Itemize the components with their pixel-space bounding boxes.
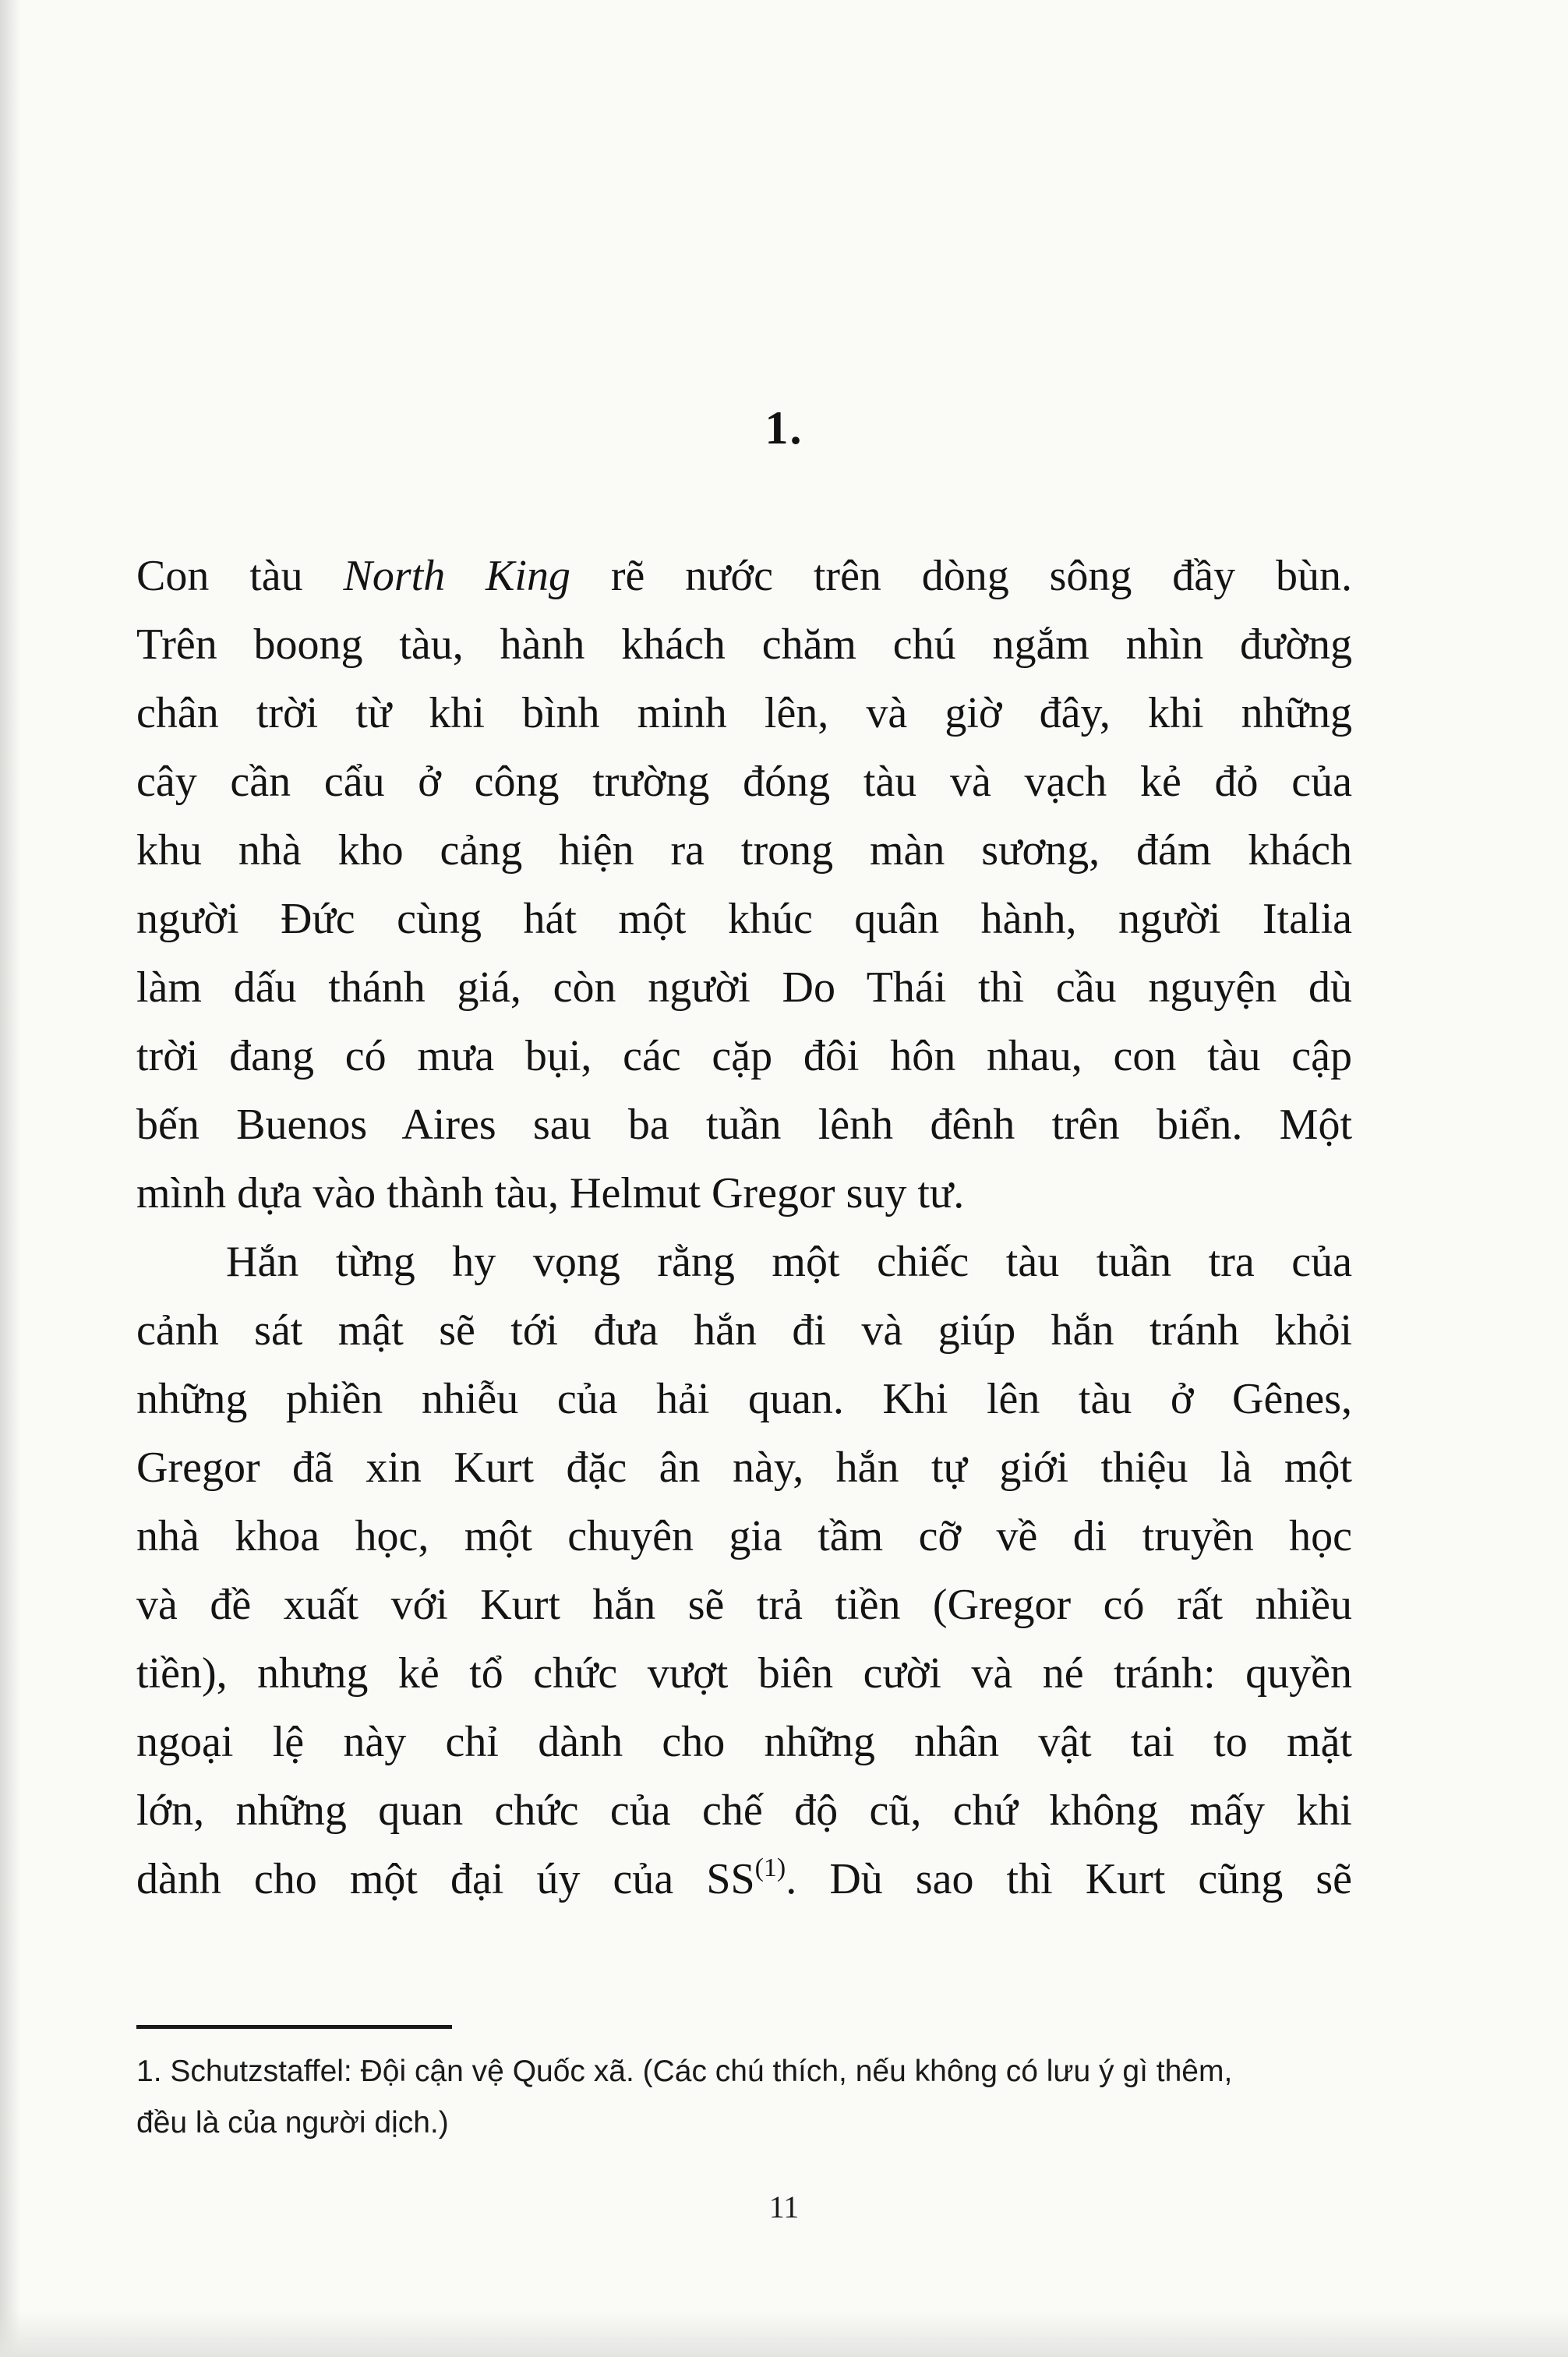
text-line: nhà khoa học, một chuyên gia tầm cỡ về di truyền học [136, 1512, 1352, 1560]
text-line: những phiền nhiễu của hải quan. Khi lên tàu ở Gênes, [136, 1375, 1352, 1423]
body-text [136, 542, 1352, 1914]
text-line: lớn, những quan chức của chế độ cũ, chứ không mấy khi [136, 1786, 1352, 1835]
text-line: làm dấu thánh giá, còn người Do Thái thì cầu nguyện dù [136, 963, 1352, 1012]
footnote-line: đều là của người dịch.) [136, 2106, 449, 2140]
text-segment: . Dù sao thì Kurt cũng sẽ [786, 1855, 1352, 1903]
text-segment: dành cho một đại úy của SS [136, 1855, 755, 1903]
text-line [136, 1845, 1352, 1914]
text-line: chân trời từ khi bình minh lên, và giờ đây, khi những [136, 689, 1352, 737]
page-bottom-shadow [0, 2310, 1568, 2357]
text-line: tiền), nhưng kẻ tổ chức vượt biên cười và né tránh: quyền [136, 1649, 1352, 1698]
footnote-line: 1. Schutzstaffel: Đội cận vệ Quốc xã. (Các chú thích, nếu không có lưu ý gì thêm, [136, 2055, 1233, 2088]
footnote-reference: (1) [754, 1853, 786, 1882]
text-line: Hắn từng hy vọng rằng một chiếc tàu tuần tra của [226, 1238, 1352, 1286]
text-line: mình dựa vào thành tàu, Helmut Gregor suy tư. [136, 1169, 965, 1217]
text-line: Trên boong tàu, hành khách chăm chú ngắm nhìn đường [136, 620, 1352, 669]
footnote-divider [136, 2025, 452, 2029]
page-number: 11 [768, 2189, 800, 2224]
text-line: ngoại lệ này chỉ dành cho những nhân vật tai to mặt [136, 1718, 1352, 1766]
text-line: và đề xuất với Kurt hắn sẽ trả tiền (Gregor có rất nhiều [136, 1581, 1352, 1629]
text-segment: Con tàu [136, 552, 344, 600]
text-line: người Đức cùng hát một khúc quân hành, người Italia [136, 895, 1352, 943]
page-edge-shadow [0, 0, 20, 2357]
text-line [136, 542, 1352, 610]
text-line: cảnh sát mật sẽ tới đưa hắn đi và giúp hắn tránh khỏi [136, 1306, 1352, 1355]
text-line: cây cần cẩu ở công trường đóng tàu và vạch kẻ đỏ của [136, 758, 1352, 806]
text-line: trời đang có mưa bụi, các cặp đôi hôn nhau, con tàu cập [136, 1032, 1352, 1080]
text-line: bến Buenos Aires sau ba tuần lênh đênh trên biển. Một [136, 1101, 1352, 1149]
text-line: Gregor đã xin Kurt đặc ân này, hắn tự giới thiệu là một [136, 1444, 1352, 1492]
ship-name: North King [343, 552, 570, 600]
text-segment: rẽ nước trên dòng sông đầy bùn. [570, 552, 1352, 600]
footnote [136, 2046, 1352, 2149]
text-line: khu nhà kho cảng hiện ra trong màn sương, đám khách [136, 826, 1352, 875]
chapter-number: 1. [765, 402, 803, 454]
